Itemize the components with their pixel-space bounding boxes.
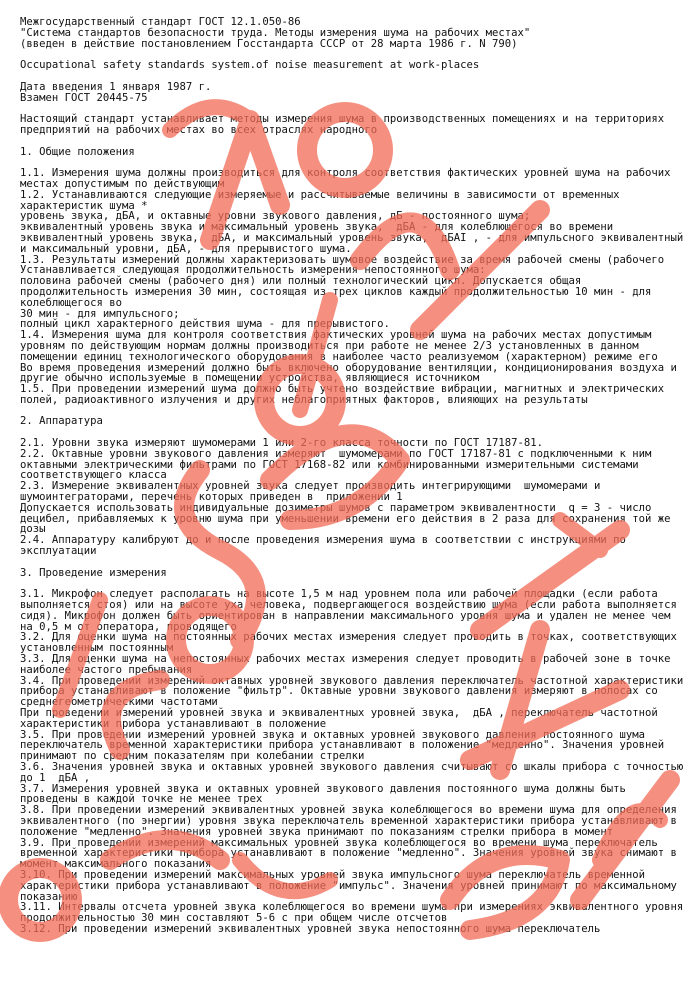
text-line: 3. Проведение измерения [20, 566, 167, 579]
text-line: "Система стандартов безопасности труда. Методы измерения шума на рабочих местах" [20, 26, 531, 39]
text-line: (введен в действие постановлением Госстандарта СССР от 28 марта 1986 г. N 790) [20, 37, 518, 50]
text-line: 1. Общие положения [20, 145, 135, 158]
text-line: Occupational safety standards system.of noise measurement at work-places [20, 59, 480, 72]
text-line: 30 мин - для импульсного; [20, 307, 180, 320]
text-line: 3.4. При проведении измерений октавных уровней звукового давления переключатель частотной характеристики прибора устанавливают в положение "фильтр". Октавные уровни звукового давления измеряют в полосах со среднегеометрическими частотами [20, 674, 690, 709]
text-line: полный цикл характерного действия шума - для прерывистого. [20, 318, 390, 331]
text-line: 3.2. Для оценки шума на постоянных рабочих местах измерения следует проводить в точках, соответствующих установленным постоянным [20, 631, 684, 655]
text-line: Настоящий стандарт устанавливает методы измерения шума в производственных помещениях и на территориях предприятий на рабочих местах во всех отраслях народного [20, 113, 671, 136]
text-line: Дата введения 1 января 1987 г. [20, 80, 212, 93]
text-line: 2.2. Октавные уровни звукового давления измеряют шумомерами по ГОСТ 17187-81 с подключенными к ним октавными электрическими фильтрами по ГОСТ 17168-82 или комбинированными измерительными системами соответствующего класса [20, 447, 658, 482]
text-line: половина рабочей смены (рабочего дня) или полный технологический цикл. Допускается общая продолжительность измерения 30 мин, состоящая из трех циклов каждый продолжительностью 10 мин - для колеблющегося во [20, 275, 658, 309]
text-line: 3.7. Измерения уровней звука и октавных уровней звукового давления постоянного шума должны быть проведены в каждой точке не менее трех [20, 782, 633, 806]
text-line: 2.4. Аппаратуру калибруют до и после проведения измерения шума в соответствии с инструкциями по эксплуатации [20, 534, 633, 558]
text-line: 3.6. Значения уровней звука и октавных уровней звукового давления считывают со шкалы прибора с точностью до 1 дБА , [20, 760, 690, 784]
text-line: Во время проведения измерений должно быть включено оборудование вентиляции, кондиционирования воздуха и другие обычно используемые в помещении устройства, являющиеся источником [20, 361, 684, 385]
text-line: 3.5. При проведении измерений уровней звука и октавных уровней звукового давления постоянного шума переключатель временной характеристики прибора устанавливают в положение "медленно". Значения уровней принимают по средним показателям при колебании стрелки [20, 728, 671, 763]
text-line: 3.12. При проведении измерений эквивалентных уровней звука непостоянного шума переключатель [20, 922, 601, 935]
text-line: При проведении измерений уровней звука и эквивалентных уровней звука, дБА , переключатель частотной характеристики прибора устанавливают в положение [20, 707, 665, 730]
text-line: 1.4. Измерения шума для контроля соответствия фактических уровней шума на рабочих местах допустимым уровням по действующим нормам должны производиться при работе не менее 2/3 установленных в данном помещении единиц технологического оборудования в наиболее часто реализуемом (характерном) режиме его [20, 329, 658, 363]
text-line: Межгосударственный стандарт ГОСТ 12.1.050-86 [20, 16, 301, 28]
text-line: уровень звука, дБА, и октавные уровни звукового давления, дБ - постоянного шума; [20, 210, 531, 223]
text-line: 2.3. Измерение эквивалентных уровней звука следует производить интегрирующими шумомерами и шумоинтеграторами, перечень которых приведен в приложении 1 [20, 480, 607, 504]
text-line: 3.3. Для оценки шума на непостоянных рабочих местах измерения следует проводить в рабочей зоне в точке наиболее частого пребывания [20, 653, 677, 676]
text-line: 3.8. При проведении измерений эквивалентных уровней звука колеблющегося во времени шума для определения эквивалентного (по энергии) уровня звука переключатель временной характеристики прибора устанавливают в положение "медленно". Значения уровней звука принимают по показаниям стрелки прибора в момент [20, 804, 684, 838]
text-line: 1.1. Измерения шума должны производиться для контроля соответствия фактических уровней шума на рабочих местах допустимым по действующим [20, 167, 677, 190]
text-line: Допускается использовать индивидуальные дозиметры шумов с параметром эквивалентности q = 3 - число децибел, прибавляемых к уровню шума при уменьшении времени его действия в 2 раза для сохранения той же дозы [20, 501, 677, 536]
text-line: 2. Аппаратура [20, 415, 103, 428]
blank-line [20, 136, 688, 147]
text-line: 3.10. При проведении измерений максимальных уровней звука импульсного шума переключатель временной характеристики прибора устанавливают в положение "импульс". Значения уровней принимают по максимальному показанию [20, 868, 684, 903]
text-line: 3.9. При проведении измерений максимальных уровней звука колеблющегося во времени шума переключатель временной характеристики прибора устанавливают в положение "медленно". Значения уровней звука снимают в момент максимального показания [20, 836, 684, 871]
text-line: 3.11. Интервалы отсчета уровней звука колеблющегося во времени шума при измерениях эквивалентного уровня продолжительностью 30 мин составляют 5-6 с при общем числе отсчетов [20, 901, 690, 925]
text-line: 1.3. Результаты измерений должны характеризовать шумовое воздействие за время рабочей смены (рабочего [20, 253, 665, 266]
blank-line [20, 406, 688, 417]
text-line: Взамен ГОСТ 20445-75 [20, 91, 148, 104]
text-line: 2.1. Уровни звука измеряют шумомерами 1 или 2-го класса точности по ГОСТ 17187-81. [20, 437, 543, 450]
text-line: эквивалентный уровень звука и максимальный уровень звука, дБА - для колеблющегося во времени эквивалентный уровень звука, дБА, и максимальный уровень звука, дБAI , - для импульсного эквивалентный и максимальный уровни, дБА, - для прерывистого шума. [20, 221, 690, 255]
document-text [20, 17, 688, 935]
text-line: 3.1. Микрофон следует располагать на высоте 1,5 м над уровнем пола или рабочей площадки (если работа выполняется стоя) или на высоте уха человека, подвергающегося воздействию шума (если работа выполняется сидя). Микрофон должен быть ориентирован в направлении максимального уровня шума и удален не менее чем на 0,5 м от оператора, проводящего [20, 588, 684, 633]
text-line: 1.5. При проведении измерений шума должно быть учтено воздействие вибрации, магнитных и электрических полей, радиоактивного излучения и других неблагоприятных факторов, влияющих на результаты [20, 383, 671, 406]
text-line: 1.2. Устанавливаются следующие измеряемые и рассчитываемые величины в зависимости от временных характеристик шума * [20, 188, 626, 212]
text-line: Устанавливается следующая продолжительность измерения непостоянного шума: [20, 264, 486, 277]
